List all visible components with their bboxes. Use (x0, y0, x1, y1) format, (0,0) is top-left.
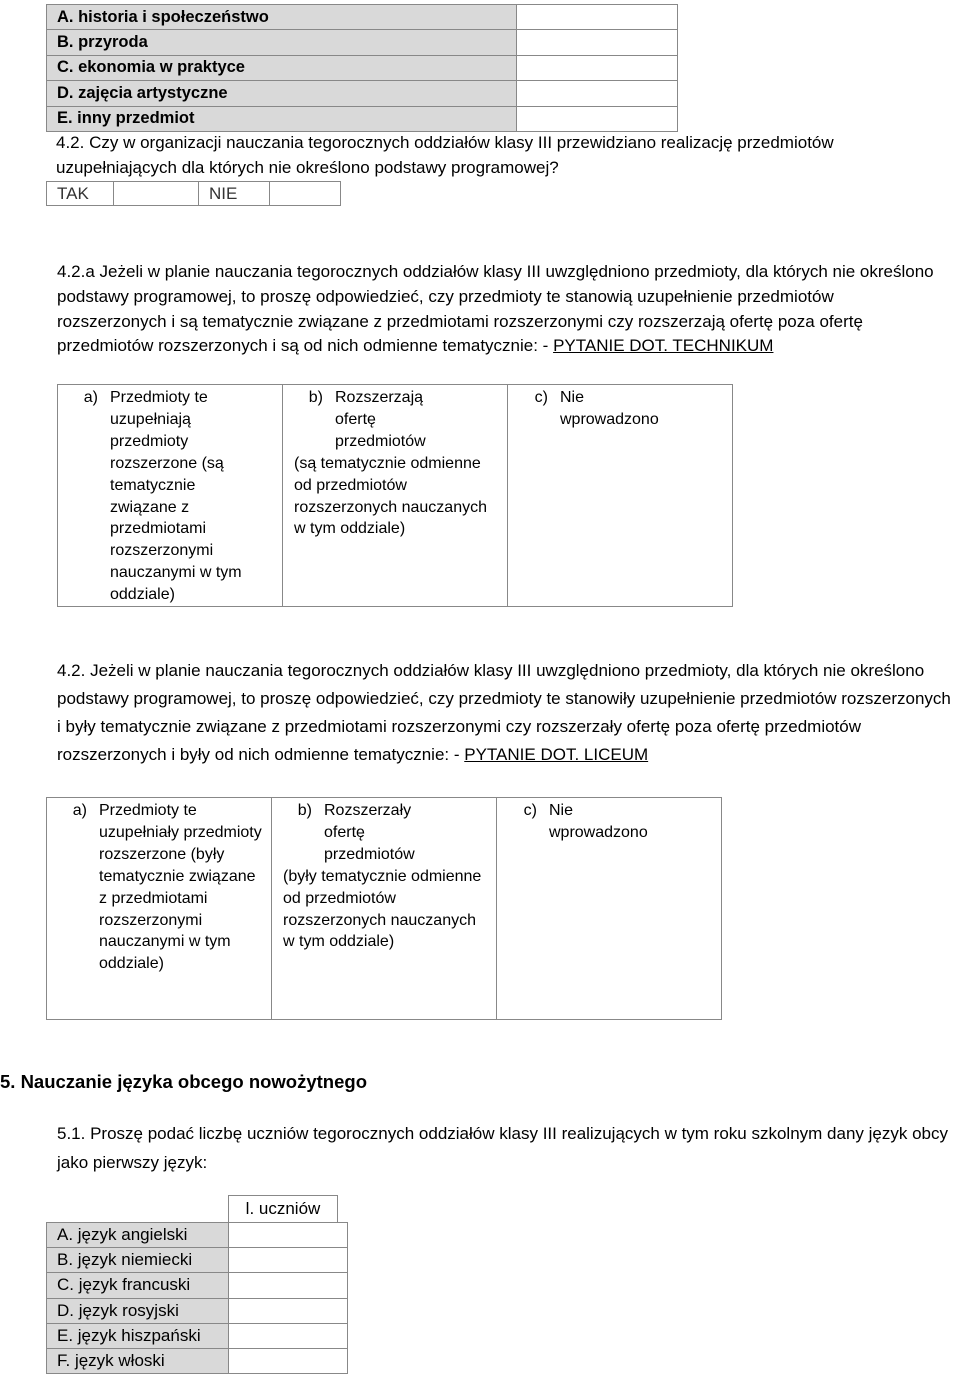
language-count-input[interactable] (229, 1248, 348, 1273)
languages-table (46, 1222, 348, 1374)
option-letter: a) (72, 802, 87, 819)
yes-label: TAK (47, 182, 114, 206)
yes-no-table (46, 181, 341, 206)
language-count-input[interactable] (229, 1323, 348, 1348)
table-row (47, 1248, 348, 1273)
language-label: E. język hiszpański (47, 1323, 229, 1348)
option-text: Rozszerzały ofertę przedmiotów (324, 802, 415, 863)
subject-label: C. ekonomia w praktyce (47, 55, 517, 80)
question-tag: PYTANIE DOT. TECHNIKUM (553, 336, 774, 356)
subject-input[interactable] (517, 55, 678, 80)
subject-input[interactable] (517, 106, 678, 131)
option-a[interactable] (47, 798, 272, 1020)
table-row (47, 81, 678, 106)
option-text-detail: (były tematycznie odmienne od przedmiotów rozszerzonych nauczanych w tym oddziale) (283, 867, 482, 951)
no-label: NIE (199, 182, 270, 206)
table-row (47, 1323, 348, 1348)
language-label: A. język angielski (47, 1223, 229, 1248)
option-b[interactable] (272, 798, 497, 1020)
subject-label: B. przyroda (47, 30, 517, 55)
option-text: Nie wprowadzono (549, 802, 648, 841)
table-row (47, 106, 678, 131)
language-count-input[interactable] (229, 1348, 348, 1373)
language-label: F. język włoski (47, 1348, 229, 1373)
subject-input[interactable] (517, 81, 678, 106)
option-letter: c) (534, 389, 548, 406)
option-text: Przedmioty te uzupełniają przedmioty rozszerzone (są tematycznie związane z przedmiotami rozszerzonymi nauczanymi w tym oddziale) (110, 389, 242, 604)
subject-label: D. zajęcia artystyczne (47, 81, 517, 106)
question-4-2-liceum (57, 657, 952, 769)
language-count-input[interactable] (229, 1298, 348, 1323)
options-table-liceum (46, 797, 722, 1020)
question-text: 4.2.a Jeżeli w planie nauczania tegorocznych oddziałów klasy III uwzględniono przedmioty, dla których nie określono podstawy programowej, to proszę odpowiedzieć, czy przedmioty te stanowią uzupełnienie przedmiotów rozszerzonych i są tematycznie związane z przedmiotami rozszerzonymi czy rozszerzają ofertę poza ofertę przedmiotów rozszerzonych i są od nich odmienne tematycznie: - (57, 262, 934, 356)
question-5-1: 5.1. Proszę podać liczbę uczniów tegorocznych oddziałów klasy III realizujących w tym roku szkolnym dany język obcy jako pierwszy język: (57, 1124, 948, 1172)
subject-label: A. historia i społeczeństwo (47, 5, 517, 30)
option-text: Przedmioty te uzupełniały przedmioty rozszerzone (były tematycznie związane z przedmiotami rozszerzonymi nauczanymi w tym oddziale) (99, 802, 262, 973)
table-row (47, 5, 678, 30)
option-letter: b) (308, 389, 323, 406)
table-row (47, 1273, 348, 1298)
subject-label: E. inny przedmiot (47, 106, 517, 131)
yes-checkbox[interactable] (114, 182, 199, 206)
question-tag: PYTANIE DOT. LICEUM (464, 745, 649, 764)
language-label: C. język francuski (47, 1273, 229, 1298)
option-text: Nie wprowadzono (560, 389, 659, 428)
no-checkbox[interactable] (270, 182, 341, 206)
question-4-2a (57, 260, 937, 359)
option-a[interactable] (58, 385, 283, 607)
table-row (47, 55, 678, 80)
option-letter: c) (523, 802, 537, 819)
subjects-table (46, 4, 678, 132)
language-label: D. język rosyjski (47, 1298, 229, 1323)
table-row (47, 1298, 348, 1323)
section-title: 5. Nauczanie języka obcego nowożytnego (0, 1071, 368, 1092)
subject-input[interactable] (517, 30, 678, 55)
option-c[interactable] (497, 798, 722, 1020)
table-row (47, 30, 678, 55)
question-4-2: 4.2. Czy w organizacji nauczania tegorocznych oddziałów klasy III przewidziano realizację przedmiotów uzupełniających dla których nie określono podstawy programowej? (56, 133, 834, 177)
language-count-input[interactable] (229, 1273, 348, 1298)
option-text-detail: (są tematycznie odmienne od przedmiotów rozszerzonych nauczanych w tym oddziale) (294, 454, 487, 538)
question-text: 4.2. Jeżeli w planie nauczania tegorocznych oddziałów klasy III uwzględniono przedmioty, dla których nie określono podstawy programowej, to proszę odpowiedzieć, czy przedmioty te stanowiły uzupełnienie przedmiotów rozszerzonych i były tematycznie związane z przedmiotami rozszerzonymi czy rozszerzały ofertę poza ofertę przedmiotów rozszerzonych i były od nich odmienne tematycznie: - (57, 661, 951, 764)
language-count-input[interactable] (229, 1223, 348, 1248)
option-text: Rozszerzają ofertę przedmiotów (335, 389, 426, 450)
table-row (47, 1348, 348, 1373)
option-letter: a) (83, 389, 98, 406)
option-c[interactable] (508, 385, 733, 607)
language-label: B. język niemiecki (47, 1248, 229, 1273)
option-letter: b) (297, 802, 312, 819)
count-header: l. uczniów (228, 1195, 338, 1222)
table-row (47, 1223, 348, 1248)
options-table-technikum (57, 384, 733, 607)
subject-input[interactable] (517, 5, 678, 30)
option-b[interactable] (283, 385, 508, 607)
